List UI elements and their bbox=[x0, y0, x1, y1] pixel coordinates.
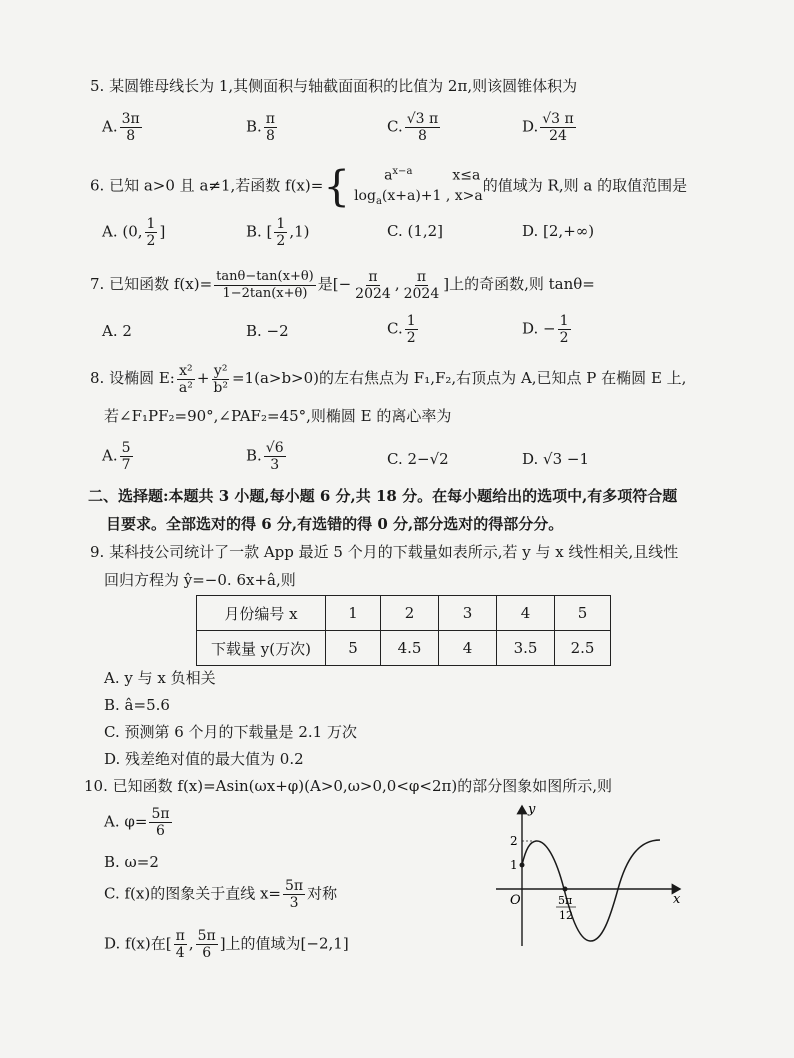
table-row bbox=[197, 631, 611, 666]
q9-option-b: B. â=5.6 bbox=[104, 696, 170, 714]
q6-option-b: B. [ $\frac{1}{2}$ ,1) bbox=[246, 216, 310, 249]
q8-option-d: D. √3 −1 bbox=[522, 450, 590, 468]
q8-option-a: A. $\frac{5}{7}$ bbox=[102, 440, 131, 473]
q10-option-b: B. ω=2 bbox=[104, 853, 159, 871]
q7-option-d: D. − $\frac{1}{2}$ bbox=[522, 313, 569, 346]
q7-option-c: C. $\frac{1}{2}$ bbox=[387, 313, 416, 346]
table-cell: 3 bbox=[439, 596, 497, 631]
x-tick-numerator: 5π bbox=[558, 894, 573, 907]
q9-option-a: A. y 与 x 负相关 bbox=[104, 669, 216, 687]
q5-option-a: A. $\frac{3\pi}{8}$ bbox=[102, 111, 140, 144]
q8-stem: 8. 设椭圆 E: $\frac{\text{x²}}{\text{a²}}$ + $\frac{\text{y²}}{\text{b²}}$ =1(a>b>0)的左右焦点为 F₁,F₂,右顶点为 A,已知点 P 在椭圆 E 上, bbox=[90, 362, 687, 396]
tick-label-1: 1 bbox=[510, 858, 518, 872]
q9-stem-line2: 回归方程为 ŷ=−0. 6x+â,则 bbox=[104, 571, 296, 589]
q8-stem-line2: 若∠F₁PF₂=90°,∠PAF₂=45°,则椭圆 E 的离心率为 bbox=[104, 407, 452, 425]
q6-option-d: D. [2,+∞) bbox=[522, 222, 595, 240]
y-intercept-point bbox=[520, 863, 525, 868]
q6-option-a: A. (0, $\frac{1}{2}$ ] bbox=[102, 216, 166, 249]
sine-curve bbox=[522, 840, 660, 941]
q7-stem: 7. 已知函数 f(x)= $\frac{\tan\theta-\tan(x+\theta)}{1-2\tan(x+\theta)}$ 是[− $\frac{\pi}{2024}$ , $\frac{\pi}{2024}$ ]上的奇函数,则 tanθ= bbox=[90, 268, 595, 302]
q7-option-a: A. 2 bbox=[102, 322, 132, 340]
q5-option-d: D. $\frac{√3 \pi}{24}$ bbox=[522, 111, 574, 144]
table-cell: 下载量 y(万次) bbox=[197, 631, 326, 666]
y-axis-label: y bbox=[528, 802, 536, 817]
section2-heading-line2: 目要求。全部选对的得 6 分,有选错的得 0 分,部分选对的得部分分。 bbox=[106, 515, 564, 533]
section2-heading: 二、选择题:本题共 3 小题,每小题 6 分,共 18 分。在每小题给出的选项中,有多项符合题 bbox=[88, 487, 678, 505]
x-axis-label: x bbox=[673, 892, 681, 907]
q10-stem: 10. 已知函数 f(x)=Asin(ωx+φ)(A>0,ω>0,0<φ<2π)的部分图象如图所示,则 bbox=[84, 777, 613, 795]
q8-option-c: C. 2−√2 bbox=[387, 450, 449, 468]
table-cell: 2 bbox=[381, 596, 439, 631]
table-row bbox=[197, 596, 611, 631]
q9-option-d: D. 残差绝对值的最大值为 0.2 bbox=[104, 750, 304, 768]
table-cell: 2.5 bbox=[555, 631, 611, 666]
q5-option-c: C. $\frac{√3 \pi}{8}$ bbox=[387, 111, 439, 144]
table-cell: 4.5 bbox=[381, 631, 439, 666]
q10-option-d: D. f(x)在[ $\frac{\pi}{4}$ , $\frac{5\pi}{6}$ ]上的值域为[−2,1] bbox=[104, 928, 349, 961]
table-cell: 月份编号 x bbox=[197, 596, 326, 631]
q6-stem: 6. 已知 a>0 且 a≠1,若函数 f(x)={ $a^{x-a}$ x≤a $\log_a(x+a)+1$ , x>a 的值域为 R,则 a 的取值范围是 bbox=[90, 161, 688, 211]
q8-option-b: B. $\frac{√6}{3}$ bbox=[246, 440, 284, 473]
q9-data-table bbox=[196, 595, 611, 666]
tick-label-2: 2 bbox=[510, 834, 518, 848]
table-cell: 4 bbox=[497, 596, 555, 631]
q10-sine-graph bbox=[490, 798, 690, 950]
table-cell: 4 bbox=[439, 631, 497, 666]
table-cell: 5 bbox=[326, 631, 381, 666]
table-cell: 3.5 bbox=[497, 631, 555, 666]
q6-option-c: C. (1,2] bbox=[387, 222, 444, 240]
origin-label: O bbox=[510, 893, 521, 908]
q9-option-c: C. 预测第 6 个月的下载量是 2.1 万次 bbox=[104, 723, 357, 741]
zero-point bbox=[563, 887, 568, 892]
q10-option-a: A. φ= $\frac{5\pi}{6}$ bbox=[104, 806, 170, 839]
q5-stem: 5. 某圆锥母线长为 1,其侧面积与轴截面面积的比值为 2π,则该圆锥体积为 bbox=[90, 77, 578, 95]
q7-option-b: B. −2 bbox=[246, 322, 289, 340]
q5-option-b: B. $\frac{\pi}{8}$ bbox=[246, 111, 275, 144]
q6-piecewise: $a^{x-a}$ x≤a $\log_a(x+a)+1$ , x>a bbox=[354, 166, 483, 207]
x-tick-denominator: 12 bbox=[559, 909, 573, 922]
table-cell: 1 bbox=[326, 596, 381, 631]
q9-stem: 9. 某科技公司统计了一款 App 最近 5 个月的下载量如表所示,若 y 与 x 线性相关,且线性 bbox=[90, 543, 679, 561]
table-cell: 5 bbox=[555, 596, 611, 631]
q10-option-c: C. f(x)的图象关于直线 x= $\frac{5\pi}{3}$ 对称 bbox=[104, 878, 338, 911]
